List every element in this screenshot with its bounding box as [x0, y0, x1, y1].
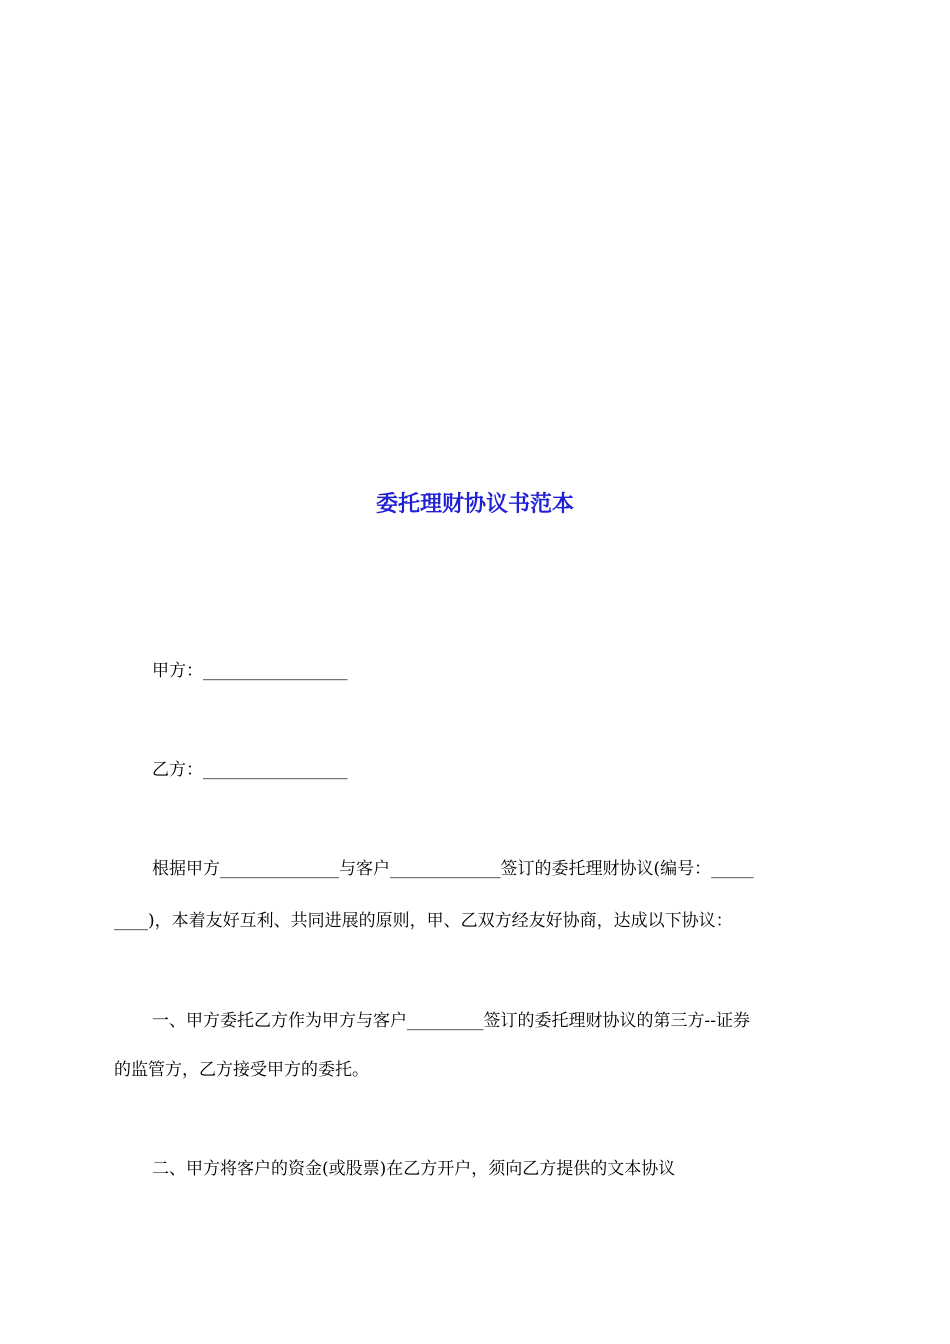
party-b-line: 乙方：_________________ [152, 760, 348, 780]
intro-paragraph-line-2: ____)，本着友好互利、共同进展的原则，甲、乙双方经友好协商，达成以下协议： [114, 911, 733, 931]
party-a-line: 甲方：_________________ [152, 661, 348, 681]
document-title: 委托理财协议书范本 [375, 491, 574, 517]
clause-1-line-2: 的监管方，乙方接受甲方的委托。 [114, 1060, 369, 1080]
intro-paragraph-line-1: 根据甲方______________与客户_____________签订的委托理财协议(编号：_____ [152, 859, 754, 879]
clause-2-line-1: 二、甲方将客户的资金(或股票)在乙方开户，须向乙方提供的文本协议 [152, 1159, 676, 1179]
clause-1-line-1: 一、甲方委托乙方作为甲方与客户_________签订的委托理财协议的第三方--证券 [152, 1011, 750, 1031]
